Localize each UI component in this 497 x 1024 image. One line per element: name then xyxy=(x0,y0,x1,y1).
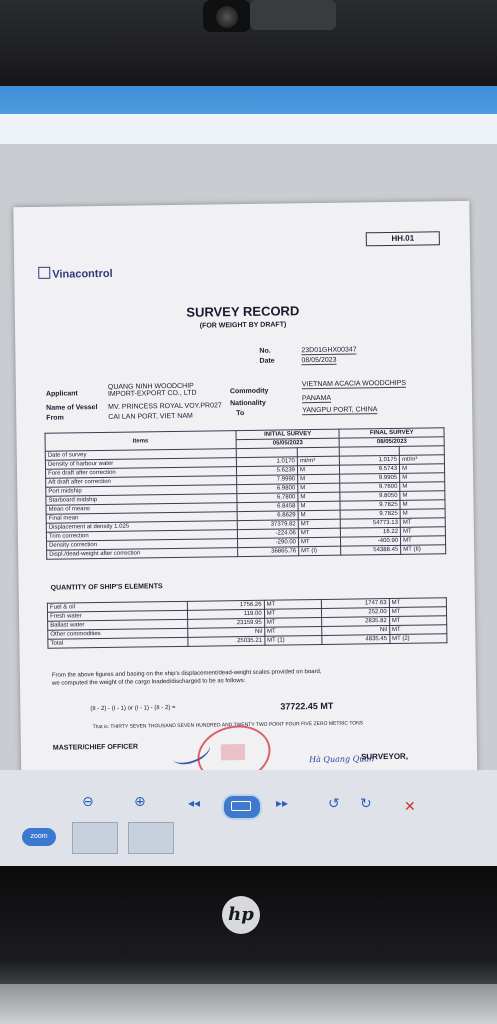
initial-unit-cell: M xyxy=(298,492,341,502)
final-value-cell: 9.7825 xyxy=(341,509,401,519)
final-unit-cell: MT xyxy=(389,625,446,635)
nationality-value: PANAMA xyxy=(301,394,332,403)
final-value-cell: 9.5743 xyxy=(340,464,400,474)
final-value-cell: 1.0175 xyxy=(340,455,400,465)
next-image-icon[interactable]: ▸▸ xyxy=(276,796,289,810)
initial-unit-cell: M xyxy=(298,474,341,484)
initial-unit-cell: M xyxy=(298,483,341,493)
computation-text-2: we computed the weight of the cargo loaded/discharged to be as follows: xyxy=(51,678,246,687)
final-unit-cell: MT xyxy=(400,527,445,537)
from-value: CAI LAN PORT, VIET NAM xyxy=(108,412,193,421)
computation-text-1: From the above figures and basing on the ship's displacement/dead-weight scales provided on board, xyxy=(51,668,322,679)
delete-icon[interactable]: ✕ xyxy=(404,798,416,814)
master-officer-label: MASTER/CHIEF OFFICER xyxy=(52,743,139,752)
final-survey-header: FINAL SURVEY xyxy=(339,428,444,438)
elements-section-heading: QUANTITY OF SHIP'S ELEMENTS xyxy=(50,583,163,592)
surveyor-label: SURVEYOR, xyxy=(360,751,409,762)
initial-unit-cell: MT xyxy=(264,626,321,636)
initial-unit-cell: MT xyxy=(298,519,341,529)
to-label: To xyxy=(236,410,245,418)
fit-screen-icon[interactable]: ⊕ xyxy=(134,794,146,810)
item-cell: Fresh water xyxy=(47,610,188,621)
initial-value-cell: 23159.95 xyxy=(188,618,264,628)
record-no-value: 23D01GHX00347 xyxy=(301,346,357,355)
final-unit-cell: M xyxy=(400,500,445,510)
final-unit-cell: MT (II) xyxy=(401,545,446,555)
final-unit-cell: MT xyxy=(401,536,446,546)
stamp-ink xyxy=(221,744,245,760)
final-value-cell: 9.7825 xyxy=(340,500,400,510)
thumbnail-print-icon[interactable] xyxy=(72,822,118,854)
keyboard-edge xyxy=(0,984,497,1024)
item-cell: Starboard midship xyxy=(46,494,237,506)
form-code: HH.01 xyxy=(366,231,440,246)
final-value-cell: Nil xyxy=(322,626,390,636)
webcam-lens xyxy=(216,6,238,28)
initial-survey-date: 05/05/2023 xyxy=(236,438,340,448)
item-cell: Other commodities xyxy=(48,628,189,639)
final-value-cell: 54773.13 xyxy=(341,518,401,528)
final-unit-cell: MT (2) xyxy=(390,634,447,644)
item-cell: Final mean xyxy=(46,512,237,524)
final-value-cell: 4835.45 xyxy=(322,635,390,645)
initial-value-cell: 6.8458 xyxy=(237,502,298,512)
initial-value-cell: 119.00 xyxy=(188,609,264,619)
initial-value-cell: 36865.76 xyxy=(237,547,298,557)
applicant-label: Applicant xyxy=(45,390,78,398)
rotate-right-icon[interactable]: ↻ xyxy=(360,796,372,812)
item-cell: Fore draft after correction xyxy=(45,467,236,479)
initial-survey-header: INITIAL SURVEY xyxy=(236,429,340,439)
final-unit-cell: MT xyxy=(389,616,446,626)
ship-elements-table xyxy=(47,597,448,649)
item-cell: Mean of means xyxy=(46,503,237,515)
thumbnail-image-icon[interactable] xyxy=(128,822,174,854)
item-cell: Displacement at density 1.025 xyxy=(46,521,237,533)
scales-icon xyxy=(38,267,50,279)
initial-unit-cell: MT xyxy=(264,617,321,627)
items-header: Items xyxy=(45,431,236,452)
item-cell: Displ./dead-weight after correction xyxy=(47,548,238,560)
rotate-left-icon[interactable]: ↺ xyxy=(328,796,340,812)
commodity-label: Commodity xyxy=(229,387,269,396)
final-unit-cell: M xyxy=(400,509,445,519)
item-cell: Fuel & oil xyxy=(47,601,188,612)
vessel-value: MV. PRINCESS ROYAL VOY.PR027 xyxy=(108,402,222,411)
surveyor-name: Hà Quang Quân xyxy=(309,754,375,765)
item-cell: Ballast water xyxy=(48,619,189,630)
initial-value-cell: 1.0170 xyxy=(236,457,297,467)
final-value-cell: 1747.63 xyxy=(321,599,389,609)
initial-value-cell: 6.8629 xyxy=(237,511,298,521)
logo-text: Vinacontrol xyxy=(52,267,113,281)
final-value-cell: 16.22 xyxy=(341,527,401,537)
item-cell: Date of survey xyxy=(45,449,236,461)
item-cell: Aft draft after correction xyxy=(46,476,237,488)
viewer-toolbar xyxy=(0,770,497,866)
applicant-value: QUANG NINH WOODCHIP IMPORT-EXPORT CO., LTD xyxy=(107,382,197,398)
document-subtitle: (FOR WEIGHT BY DRAFT) xyxy=(199,321,287,330)
final-value-cell: 9.9905 xyxy=(340,473,400,483)
viewer-menu-strip xyxy=(0,114,497,144)
item-cell: Density of harbour water xyxy=(45,458,236,470)
initial-value-cell: 37379.82 xyxy=(237,520,298,530)
laptop-screen xyxy=(0,86,497,866)
initial-value-cell: Nil xyxy=(188,627,264,637)
zoom-icon[interactable]: ⊖ xyxy=(82,794,94,810)
hp-logo: hp xyxy=(222,896,260,934)
final-unit-cell: MT xyxy=(389,598,446,608)
final-survey-date: 08/05/2023 xyxy=(340,437,445,447)
initial-unit-cell: MT xyxy=(298,537,341,547)
draft-survey-table xyxy=(44,427,446,560)
record-no: No. xyxy=(259,347,271,355)
initial-unit-cell: M xyxy=(298,501,341,511)
record-date-value: 08/05/2023 xyxy=(301,356,337,365)
initial-unit-cell: MT xyxy=(264,608,321,618)
to-value: YANGPU PORT, CHINA xyxy=(302,406,378,415)
initial-unit-cell: M xyxy=(298,510,341,520)
final-value-cell: 252.00 xyxy=(321,608,389,618)
that-is-line: That is: THIRTY SEVEN THOUSAND SEVEN HUNDRED AND TWENTY TWO POINT FOUR FIVE ZERO METRIC TONS xyxy=(92,720,364,731)
survey-record-document xyxy=(13,201,478,866)
nationality-label: Nationality xyxy=(230,399,266,408)
previous-image-icon[interactable]: ◂◂ xyxy=(188,796,201,810)
item-cell: Total xyxy=(48,637,189,648)
privacy-shutter xyxy=(250,0,336,30)
item-cell: Port midship xyxy=(46,485,237,497)
final-value-cell: -400.90 xyxy=(341,536,401,546)
cargo-weight-result: 37722.45 MT xyxy=(280,700,334,712)
initial-unit-cell: MT xyxy=(298,528,341,538)
initial-value-cell: 6.9800 xyxy=(237,484,298,494)
initial-unit-cell: MT (1) xyxy=(265,635,322,645)
initial-unit-cell: MT xyxy=(264,599,321,609)
slideshow-icon xyxy=(231,801,251,811)
initial-unit-cell: MT (I) xyxy=(299,546,342,556)
final-unit-cell: mt/m³ xyxy=(399,455,444,465)
initial-value-cell: 5.6239 xyxy=(236,466,297,476)
final-unit-cell: MT xyxy=(389,607,446,617)
initial-value-cell: -224.06 xyxy=(237,529,298,539)
commodity-value: VIETNAM ACACIA WOODCHIPS xyxy=(301,379,407,389)
item-cell: Trim correction xyxy=(46,530,237,542)
record-date: Date xyxy=(259,357,275,365)
final-value-cell: 2835.82 xyxy=(322,617,390,627)
zoom-button[interactable]: zoom xyxy=(22,828,56,846)
initial-unit-cell: mt/m³ xyxy=(297,456,340,466)
initial-value-cell: 7.9990 xyxy=(236,475,297,485)
initial-value-cell: 6.7800 xyxy=(237,493,298,503)
final-value-cell: 9.7600 xyxy=(340,482,400,492)
initial-value-cell: 25035.21 xyxy=(188,636,264,646)
initial-value-cell: -290.00 xyxy=(237,538,298,548)
document-title: SURVEY RECORD xyxy=(186,303,300,320)
initial-unit-cell: M xyxy=(297,465,340,475)
final-unit-cell: M xyxy=(400,491,445,501)
final-unit-cell: M xyxy=(400,464,445,474)
final-unit-cell: MT xyxy=(400,518,445,528)
from-label: From xyxy=(46,414,64,422)
vessel-label: Name of Vessel xyxy=(46,404,98,412)
final-unit-cell: M xyxy=(400,482,445,492)
vinacontrol-logo xyxy=(38,266,113,281)
final-value-cell: 9.8050 xyxy=(340,491,400,501)
initial-value-cell: 1756.26 xyxy=(188,600,264,610)
final-unit-cell: M xyxy=(400,473,445,483)
final-value-cell: 54388.45 xyxy=(341,545,401,555)
formula: (II - 2) - (I - 1) or (I - 1) - (II - 2) = xyxy=(90,705,176,713)
item-cell: Density correction xyxy=(46,539,237,551)
